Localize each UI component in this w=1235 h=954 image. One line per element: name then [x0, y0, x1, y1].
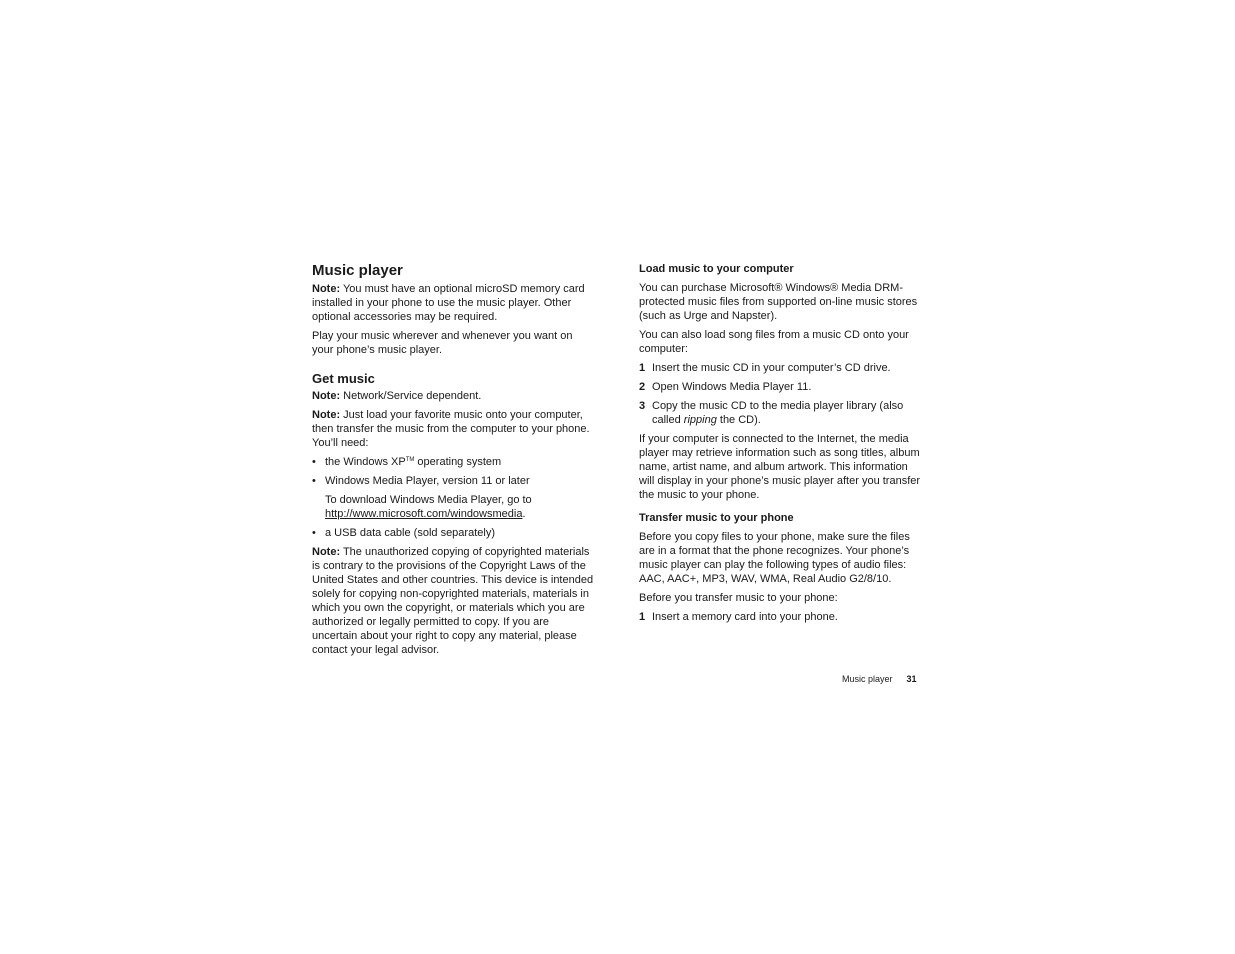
step-text: Open Windows Media Player 11.: [652, 381, 812, 393]
note-label: Note:: [312, 283, 341, 295]
formats-paragraph: Before you copy files to your phone, make sure the files are in a format that the phone recognizes. Your phone’s music player can play the following types of audio files: AAC, AAC+, MP3, WAV, WMA, Real Audio G2/8/10.: [639, 531, 910, 585]
ripping-term: ripping: [683, 414, 717, 426]
step-number: 2: [639, 381, 646, 393]
note-label: Note:: [312, 409, 341, 421]
note-label: Note:: [312, 546, 341, 558]
step-number: 1: [639, 611, 646, 623]
note-text: You must have an optional microSD memory card installed in your phone to use the music player. Other optional accessories may be required.: [312, 283, 585, 323]
footer-section-title: Music player: [842, 674, 893, 684]
page-title: Music player: [312, 262, 403, 279]
get-music-heading: Get music: [312, 371, 375, 386]
transfer-music-heading: Transfer music to your phone: [639, 512, 794, 524]
step-3: 3 Copy the music CD to the media player library (also called ripping the CD).: [639, 400, 904, 426]
list-item-media-player: • Windows Media Player, version 11 or later: [312, 474, 596, 488]
note-label: Note:: [312, 390, 341, 402]
trademark-symbol: TM: [405, 457, 415, 463]
left-column: [312, 262, 596, 662]
load-music-heading: Load music to your computer: [639, 263, 794, 275]
internet-paragraph: If your computer is connected to the Internet, the media player may retrieve information such as song titles, album name, artist name, and album artwork. This information will display in your phone’s music player after you transfer the music to your phone.: [639, 433, 921, 501]
note-microsd: [312, 282, 596, 324]
transfer-step-1: [639, 610, 923, 624]
step-number: 3: [639, 400, 646, 412]
intro-paragraph: Play your music wherever and whenever you want on your phone’s music player.: [312, 330, 573, 356]
note-text: Just load your favorite music onto your computer, then transfer the music from the computer to your phone. You’ll need:: [312, 409, 590, 449]
note-network: [312, 389, 596, 403]
note-copyright: [312, 545, 596, 657]
before-transfer-paragraph: Before you transfer music to your phone:: [639, 592, 838, 604]
note-requirements: [312, 408, 596, 450]
step-number: 1: [639, 362, 646, 374]
list-item-windows-xp: • the Windows XP™ operating system: [312, 455, 596, 469]
step-1: [639, 361, 923, 375]
windowsmedia-link[interactable]: http://www.microsoft.com/windowsmedia: [325, 508, 523, 520]
note-text: Network/Service dependent.: [340, 390, 482, 402]
step-text: Insert a memory card into your phone.: [652, 611, 838, 623]
right-column: [639, 262, 923, 629]
download-instructions: To download Windows Media Player, go to http://www.microsoft.com/windowsmedia.: [325, 494, 532, 520]
page-footer: [842, 673, 917, 685]
load-cd-paragraph: You can also load song files from a music CD onto your computer:: [639, 329, 909, 355]
step-text: Insert the music CD in your computer’s CD drive.: [652, 362, 891, 374]
note-text: The unauthorized copying of copyrighted materials is contrary to the provisions of the Copyright Laws of the United States and other countries. This device is intended solely for copying non-copyrighted materials, materials in which you own the copyright, or materials which you are authorized or legally permitted to copy. If you are uncertain about your right to copy any material, please contact your legal advisor.: [312, 546, 594, 656]
step-2: [639, 380, 923, 394]
list-item-usb-cable: • a USB data cable (sold separately): [312, 526, 596, 540]
page-number: 31: [906, 674, 917, 684]
purchase-paragraph: You can purchase Microsoft® Windows® Media DRM-protected music files from supported on-line music stores (such as Urge and Napster).: [639, 282, 918, 322]
